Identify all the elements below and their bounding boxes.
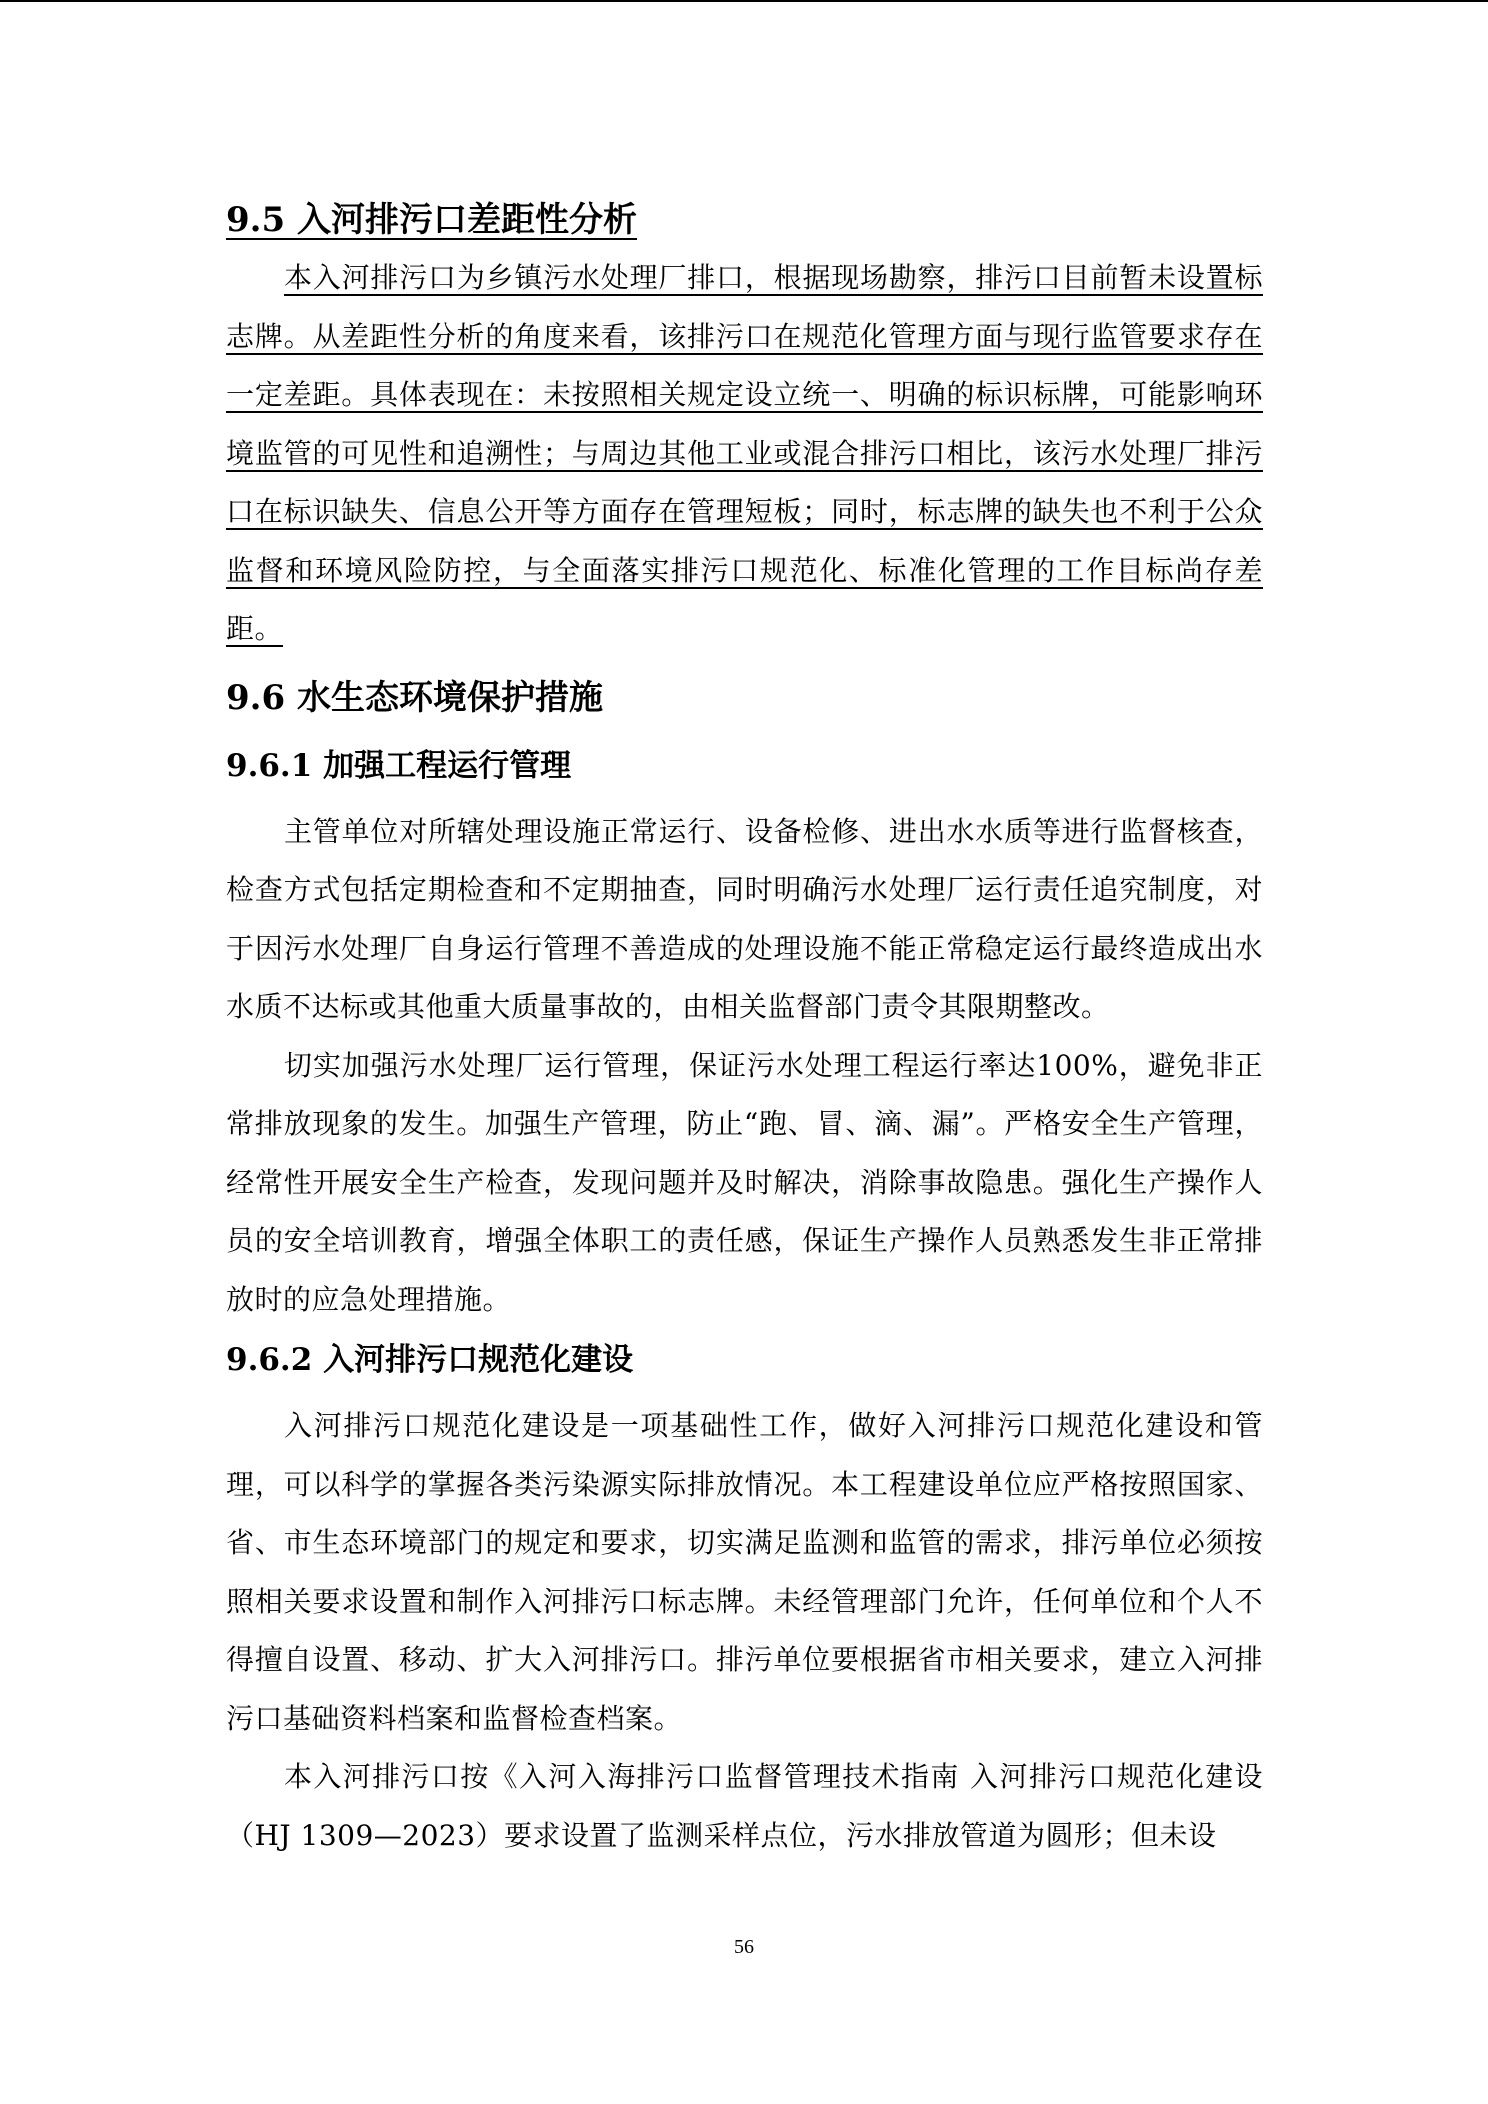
page-number: 56 — [734, 1936, 754, 1958]
section-9-6-1-heading: 9.6.1 加强工程运行管理 — [226, 747, 572, 784]
section-9-6-2-paragraph-1: 入河排污口规范化建设是一项基础性工作，做好入河排污口规范化建设和管理，可以科学的掌握各类污染源实际排放情况。本工程建设单位应严格按照国家、省、市生态环境部门的规定和要求，切实满足监测和监管的需求，排污单位必须按照相关要求设置和制作入河排污口标志牌。未经管理部门允许，任何单位和个人不得擅自设置、移动、扩大入河排污口。排污单位要根据省市相关要求，建立入河排污口基础资料档案和监督检查档案。 — [226, 1409, 1263, 1735]
section-9-6-heading: 9.6 水生态环境保护措施 — [226, 677, 603, 718]
section-9-6-1-paragraph-1: 主管单位对所辖处理设施正常运行、设备检修、进出水水质等进行监督核查，检查方式包括定期检查和不定期抽查，同时明确污水处理厂运行责任追究制度，对于因污水处理厂自身运行管理不善造成的处理设施不能正常稳定运行最终造成出水水质不达标或其他重大质量事故的，由相关监督部门责令其限期整改。 — [226, 814, 1263, 1023]
section-9-5-heading: 9.5 入河排污口差距性分析 — [226, 200, 637, 240]
section-9-6-1-paragraph-2: 切实加强污水处理厂运行管理，保证污水处理工程运行率达100%，避免非正常排放现象的发生。加强生产管理，防止“跑、冒、滴、漏”。严格安全生产管理，经常性开展安全生产检查，发现问题并及时解决，消除事故隐患。强化生产操作人员的安全培训教育，增强全体职工的责任感，保证生产操作人员熟悉发生非正常排放时的应急处理措施。 — [226, 1048, 1263, 1316]
section-9-5-paragraph: 本入河排污口为乡镇污水处理厂排口，根据现场勘察，排污口目前暂未设置标志牌。从差距性分析的角度来看，该排污口在规范化管理方面与现行监管要求存在一定差距。具体表现在：未按照相关规定设立统一、明确的标识标牌，可能影响环境监管的可见性和追溯性；与周边其他工业或混合排污口相比，该污水处理厂排污口在标识缺失、信息公开等方面存在管理短板；同时，标志牌的缺失也不利于公众监督和环境风险防控，与全面落实排污口规范化、标准化管理的工作目标尚存差距。 — [226, 261, 1263, 645]
section-9-6-2-paragraph-2: 本入河排污口按《入河入海排污口监督管理技术指南 入河排污口规范化建设（HJ 1309—2023）要求设置了监测采样点位，污水排放管道为圆形；但未设 — [226, 1760, 1263, 1852]
document-page — [226, 195, 1263, 1865]
section-9-6-2-heading: 9.6.2 入河排污口规范化建设 — [226, 1342, 634, 1378]
page-top-border — [0, 0, 1488, 2]
